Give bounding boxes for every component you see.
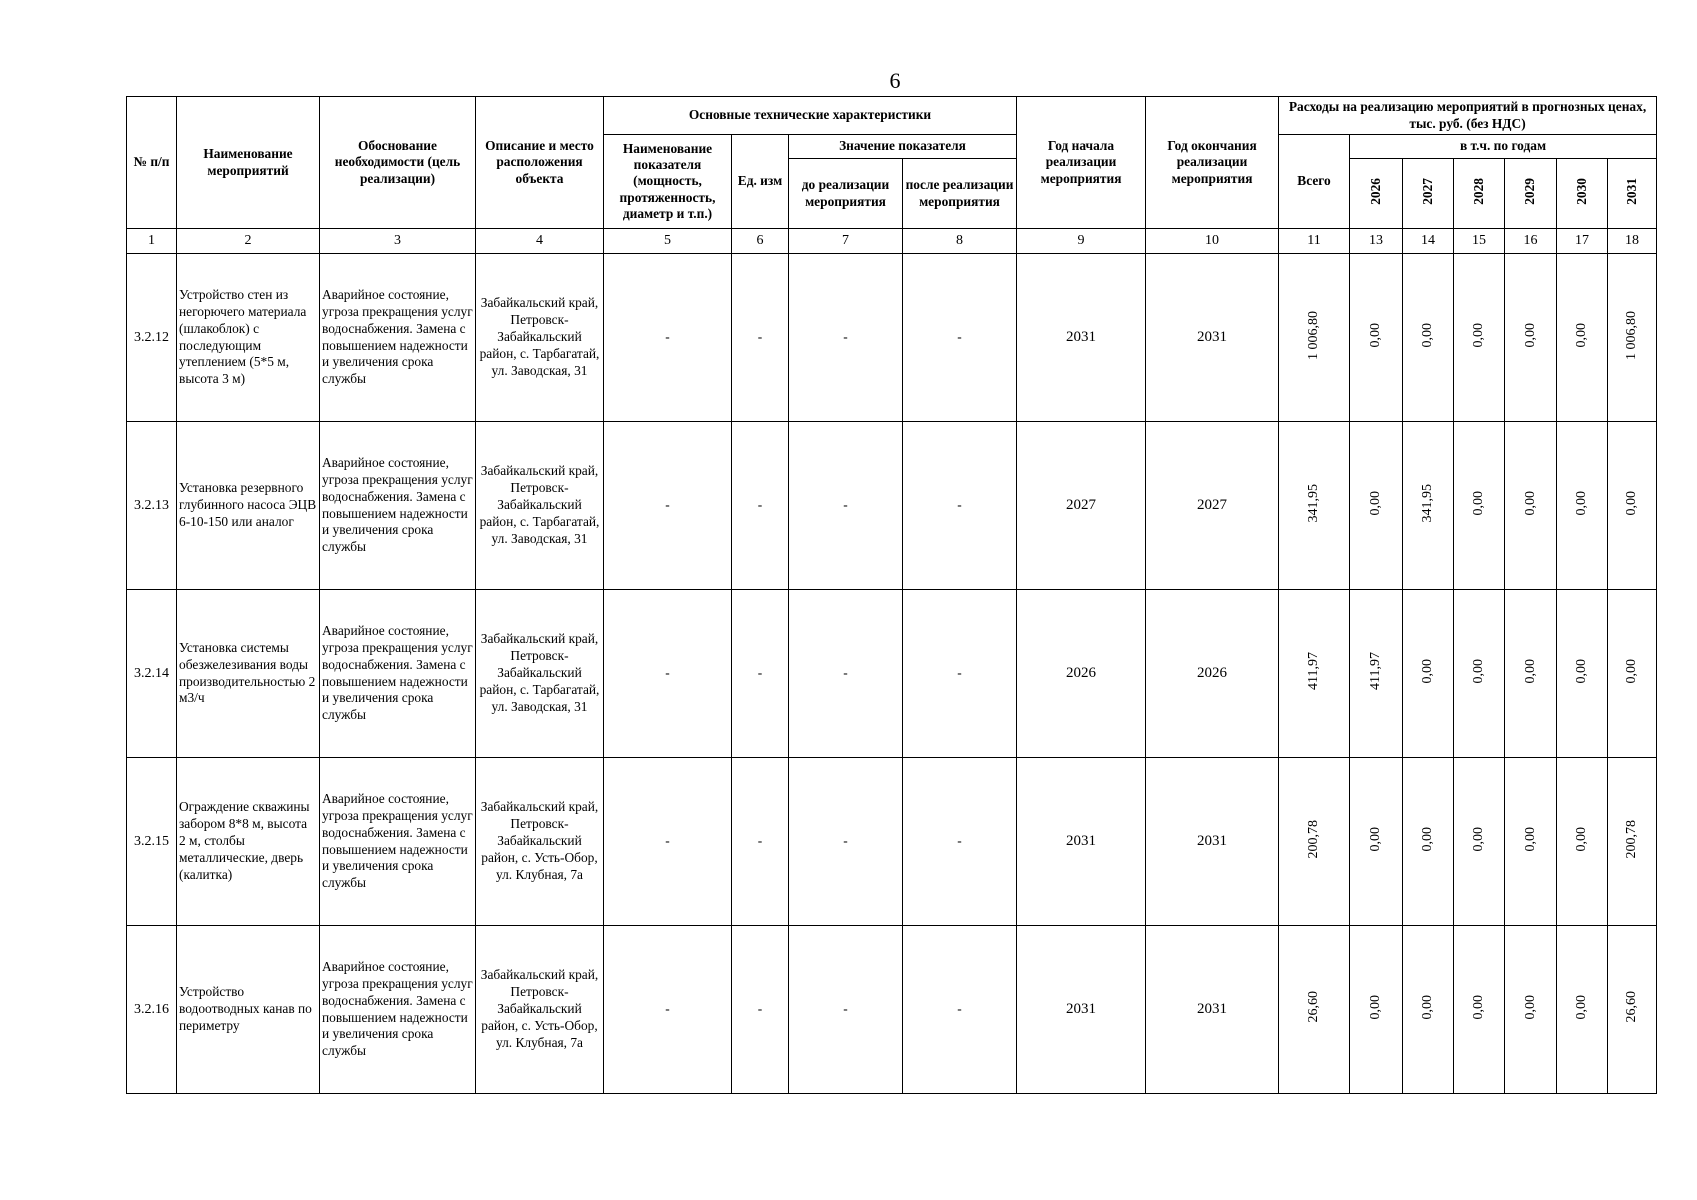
row-cost-2029: 0,00 (1505, 422, 1557, 590)
row-year-end: 2031 (1146, 758, 1279, 926)
column-number: 14 (1403, 229, 1454, 254)
row-reason: Аварийное состояние, угроза прекращения услуг водоснабжения. Замена с повышением надежности и увеличения срока службы (320, 926, 476, 1094)
row-unit: - (732, 758, 789, 926)
table-row (127, 590, 1657, 758)
row-location: Забайкальский край, Петровск-Забайкальский район, с. Усть-Обор, ул. Клубная, 7а (476, 926, 604, 1094)
column-number: 11 (1279, 229, 1350, 254)
row-cost-2030: 0,00 (1557, 254, 1608, 422)
header-year-end: Год окончания реализации мероприятия (1146, 97, 1279, 229)
row-num: 3.2.13 (127, 422, 177, 590)
row-indicator: - (604, 422, 732, 590)
row-year-end: 2026 (1146, 590, 1279, 758)
header-name: Наименование мероприятий (177, 97, 320, 229)
header-value-after: после реализации мероприятия (903, 159, 1017, 229)
row-location: Забайкальский край, Петровск-Забайкальский район, с. Тарбагатай, ул. Заводская, 31 (476, 590, 604, 758)
row-unit: - (732, 254, 789, 422)
row-name: Устройство водоотводных канав по периметру (177, 926, 320, 1094)
row-location: Забайкальский край, Петровск-Забайкальский район, с. Тарбагатай, ул. Заводская, 31 (476, 422, 604, 590)
row-cost-2031: 1 006,80 (1608, 254, 1657, 422)
row-before: - (789, 926, 903, 1094)
table-row (127, 422, 1657, 590)
row-cost-2028: 0,00 (1454, 590, 1505, 758)
table-body (127, 254, 1657, 1094)
row-indicator: - (604, 758, 732, 926)
row-cost-2029: 0,00 (1505, 254, 1557, 422)
row-before: - (789, 590, 903, 758)
row-name: Устройство стен из негорючего материала (шлакоблок) с последующим утеплением (5*5 м, высота 3 м) (177, 254, 320, 422)
row-reason: Аварийное состояние, угроза прекращения услуг водоснабжения. Замена с повышением надежности и увеличения срока службы (320, 590, 476, 758)
row-before: - (789, 758, 903, 926)
column-number: 18 (1608, 229, 1657, 254)
header-num: № п/п (127, 97, 177, 229)
header-year-2027: 2027 (1403, 159, 1454, 229)
row-cost-2026: 0,00 (1350, 422, 1403, 590)
row-cost-2030: 0,00 (1557, 926, 1608, 1094)
column-numbers-row (127, 229, 1657, 254)
row-cost-2026: 0,00 (1350, 254, 1403, 422)
row-year-start: 2027 (1017, 422, 1146, 590)
column-number: 9 (1017, 229, 1146, 254)
table-row (127, 254, 1657, 422)
row-before: - (789, 254, 903, 422)
column-number: 13 (1350, 229, 1403, 254)
row-unit: - (732, 926, 789, 1094)
row-reason: Аварийное состояние, угроза прекращения услуг водоснабжения. Замена с повышением надежности и увеличения срока службы (320, 758, 476, 926)
header-value-before: до реализации мероприятия (789, 159, 903, 229)
column-number: 8 (903, 229, 1017, 254)
column-number: 1 (127, 229, 177, 254)
row-year-end: 2027 (1146, 422, 1279, 590)
row-year-start: 2026 (1017, 590, 1146, 758)
table-header (127, 97, 1657, 254)
header-tech-indicator: Наименование показателя (мощность, протяженность, диаметр и т.п.) (604, 135, 732, 229)
row-total: 411,97 (1279, 590, 1350, 758)
row-total: 1 006,80 (1279, 254, 1350, 422)
row-reason: Аварийное состояние, угроза прекращения услуг водоснабжения. Замена с повышением надежности и увеличения срока службы (320, 254, 476, 422)
row-location: Забайкальский край, Петровск-Забайкальский район, с. Усть-Обор, ул. Клубная, 7а (476, 758, 604, 926)
row-year-end: 2031 (1146, 254, 1279, 422)
row-cost-2031: 200,78 (1608, 758, 1657, 926)
row-cost-2028: 0,00 (1454, 926, 1505, 1094)
header-costs-total: Всего (1279, 135, 1350, 229)
column-number: 3 (320, 229, 476, 254)
table-row (127, 758, 1657, 926)
row-total: 341,95 (1279, 422, 1350, 590)
row-cost-2028: 0,00 (1454, 422, 1505, 590)
row-num: 3.2.16 (127, 926, 177, 1094)
row-after: - (903, 590, 1017, 758)
row-cost-2029: 0,00 (1505, 590, 1557, 758)
row-name: Установка резервного глубинного насоса ЭЦВ 6-10-150 или аналог (177, 422, 320, 590)
row-name: Установка системы обезжелезивания воды производительностью 2 м3/ч (177, 590, 320, 758)
row-indicator: - (604, 590, 732, 758)
column-number: 2 (177, 229, 320, 254)
page-number: 6 (889, 68, 901, 93)
row-cost-2030: 0,00 (1557, 758, 1608, 926)
row-cost-2027: 0,00 (1403, 926, 1454, 1094)
row-num: 3.2.15 (127, 758, 177, 926)
row-cost-2026: 0,00 (1350, 926, 1403, 1094)
header-value-group: Значение показателя (789, 135, 1017, 159)
column-number: 4 (476, 229, 604, 254)
row-after: - (903, 758, 1017, 926)
row-name: Ограждение скважины забором 8*8 м, высота 2 м, столбы металлические, дверь (калитка) (177, 758, 320, 926)
row-cost-2026: 0,00 (1350, 758, 1403, 926)
header-tech-group: Основные технические характеристики (604, 97, 1017, 135)
row-year-start: 2031 (1017, 758, 1146, 926)
table-row (127, 926, 1657, 1094)
column-number: 17 (1557, 229, 1608, 254)
column-number: 5 (604, 229, 732, 254)
header-year-2030: 2030 (1557, 159, 1608, 229)
header-year-2029: 2029 (1505, 159, 1557, 229)
row-unit: - (732, 590, 789, 758)
row-cost-2027: 341,95 (1403, 422, 1454, 590)
row-total: 26,60 (1279, 926, 1350, 1094)
column-number: 15 (1454, 229, 1505, 254)
row-cost-2031: 0,00 (1608, 422, 1657, 590)
row-indicator: - (604, 254, 732, 422)
row-cost-2026: 411,97 (1350, 590, 1403, 758)
header-location: Описание и место расположения объекта (476, 97, 604, 229)
row-year-start: 2031 (1017, 254, 1146, 422)
row-cost-2028: 0,00 (1454, 254, 1505, 422)
row-cost-2027: 0,00 (1403, 590, 1454, 758)
measures-table (126, 96, 1657, 1094)
column-number: 6 (732, 229, 789, 254)
row-reason: Аварийное состояние, угроза прекращения услуг водоснабжения. Замена с повышением надежности и увеличения срока службы (320, 422, 476, 590)
row-unit: - (732, 422, 789, 590)
column-number: 7 (789, 229, 903, 254)
row-cost-2030: 0,00 (1557, 590, 1608, 758)
header-year-2028: 2028 (1454, 159, 1505, 229)
row-year-end: 2031 (1146, 926, 1279, 1094)
row-year-start: 2031 (1017, 926, 1146, 1094)
row-num: 3.2.14 (127, 590, 177, 758)
header-costs-by-year: в т.ч. по годам (1350, 135, 1657, 159)
header-costs-group: Расходы на реализацию мероприятий в прогнозных ценах, тыс. руб. (без НДС) (1279, 97, 1657, 135)
row-cost-2027: 0,00 (1403, 254, 1454, 422)
row-cost-2031: 26,60 (1608, 926, 1657, 1094)
row-num: 3.2.12 (127, 254, 177, 422)
row-cost-2030: 0,00 (1557, 422, 1608, 590)
row-cost-2028: 0,00 (1454, 758, 1505, 926)
row-cost-2031: 0,00 (1608, 590, 1657, 758)
row-before: - (789, 422, 903, 590)
row-cost-2027: 0,00 (1403, 758, 1454, 926)
row-indicator: - (604, 926, 732, 1094)
row-after: - (903, 422, 1017, 590)
row-after: - (903, 254, 1017, 422)
header-year-2031: 2031 (1608, 159, 1657, 229)
header-tech-unit: Ед. изм (732, 135, 789, 229)
row-location: Забайкальский край, Петровск-Забайкальский район, с. Тарбагатай, ул. Заводская, 31 (476, 254, 604, 422)
column-number: 10 (1146, 229, 1279, 254)
header-year-2026: 2026 (1350, 159, 1403, 229)
row-cost-2029: 0,00 (1505, 758, 1557, 926)
row-total: 200,78 (1279, 758, 1350, 926)
header-year-start: Год начала реализации мероприятия (1017, 97, 1146, 229)
row-after: - (903, 926, 1017, 1094)
row-cost-2029: 0,00 (1505, 926, 1557, 1094)
column-number: 16 (1505, 229, 1557, 254)
header-reason: Обоснование необходимости (цель реализации) (320, 97, 476, 229)
